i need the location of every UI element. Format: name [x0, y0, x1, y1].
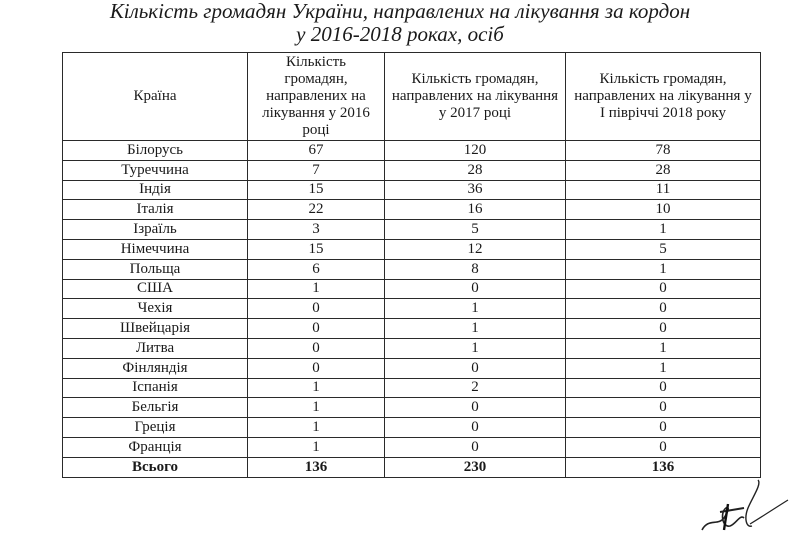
count-cell-y2016: 3 [248, 220, 385, 240]
count-cell-y2018h1: 0 [566, 378, 761, 398]
count-cell-y2017: 120 [385, 141, 566, 161]
count-cell-y2016: 6 [248, 259, 385, 279]
country-cell: Білорусь [63, 141, 248, 161]
header-country: Країна [63, 53, 248, 141]
count-cell-y2018h1: 78 [566, 141, 761, 161]
table-row [63, 319, 761, 339]
count-cell-y2017: 1 [385, 319, 566, 339]
count-cell-y2018h1: 5 [566, 239, 761, 259]
table-row [63, 299, 761, 319]
count-cell-y2017: 16 [385, 200, 566, 220]
signature-icon [700, 478, 795, 536]
total-label: Всього [63, 457, 248, 477]
count-cell-y2017: 0 [385, 358, 566, 378]
country-cell: США [63, 279, 248, 299]
country-cell: Польща [63, 259, 248, 279]
count-cell-y2016: 15 [248, 180, 385, 200]
country-cell: Італія [63, 200, 248, 220]
count-cell-y2017: 5 [385, 220, 566, 240]
count-cell-y2016: 0 [248, 319, 385, 339]
count-cell-y2016: 1 [248, 279, 385, 299]
table-row [63, 437, 761, 457]
table-row [63, 418, 761, 438]
count-cell-y2018h1: 0 [566, 437, 761, 457]
count-cell-y2018h1: 1 [566, 259, 761, 279]
count-cell-y2018h1: 0 [566, 319, 761, 339]
table-row [63, 239, 761, 259]
count-cell-y2016: 0 [248, 358, 385, 378]
total-y2016: 136 [248, 457, 385, 477]
country-cell: Швейцарія [63, 319, 248, 339]
count-cell-y2018h1: 0 [566, 279, 761, 299]
table-row [63, 259, 761, 279]
country-cell: Греція [63, 418, 248, 438]
table-total-row [63, 457, 761, 477]
count-cell-y2016: 1 [248, 418, 385, 438]
count-cell-y2018h1: 1 [566, 338, 761, 358]
count-cell-y2016: 1 [248, 398, 385, 418]
table-row [63, 378, 761, 398]
count-cell-y2017: 0 [385, 418, 566, 438]
count-cell-y2016: 22 [248, 200, 385, 220]
document-title [0, 0, 800, 46]
count-cell-y2017: 1 [385, 299, 566, 319]
count-cell-y2017: 36 [385, 180, 566, 200]
count-cell-y2016: 67 [248, 141, 385, 161]
total-y2018h1: 136 [566, 457, 761, 477]
country-cell: Туреччина [63, 160, 248, 180]
count-cell-y2016: 0 [248, 338, 385, 358]
count-cell-y2017: 8 [385, 259, 566, 279]
table-row [63, 160, 761, 180]
total-y2017: 230 [385, 457, 566, 477]
count-cell-y2018h1: 1 [566, 358, 761, 378]
count-cell-y2018h1: 28 [566, 160, 761, 180]
table-row [63, 180, 761, 200]
count-cell-y2017: 0 [385, 279, 566, 299]
table-row [63, 279, 761, 299]
count-cell-y2016: 15 [248, 239, 385, 259]
count-cell-y2018h1: 0 [566, 418, 761, 438]
country-cell: Іспанія [63, 378, 248, 398]
count-cell-y2017: 2 [385, 378, 566, 398]
country-cell: Франція [63, 437, 248, 457]
table-row [63, 141, 761, 161]
count-cell-y2017: 0 [385, 398, 566, 418]
count-cell-y2018h1: 0 [566, 398, 761, 418]
country-cell: Литва [63, 338, 248, 358]
count-cell-y2016: 1 [248, 378, 385, 398]
country-cell: Бельгія [63, 398, 248, 418]
header-2016: Кількість громадян, направлених на лікування у 2016 році [248, 53, 385, 141]
table-row [63, 220, 761, 240]
table-row [63, 398, 761, 418]
count-cell-y2017: 1 [385, 338, 566, 358]
count-cell-y2016: 1 [248, 437, 385, 457]
country-cell: Індія [63, 180, 248, 200]
count-cell-y2018h1: 1 [566, 220, 761, 240]
count-cell-y2017: 12 [385, 239, 566, 259]
title-line-1: Кількість громадян України, направлених на лікування за кордон [109, 0, 691, 23]
count-cell-y2018h1: 11 [566, 180, 761, 200]
country-cell: Ізраїль [63, 220, 248, 240]
title-line-2: у 2016-2018 роках, осіб [296, 22, 504, 46]
table-header-row [63, 53, 761, 141]
table-row [63, 200, 761, 220]
count-cell-y2017: 0 [385, 437, 566, 457]
count-cell-y2016: 7 [248, 160, 385, 180]
country-cell: Німеччина [63, 239, 248, 259]
country-cell: Фінляндія [63, 358, 248, 378]
count-cell-y2016: 0 [248, 299, 385, 319]
table-row [63, 358, 761, 378]
count-cell-y2018h1: 0 [566, 299, 761, 319]
header-2017: Кількість громадян, направлених на лікування у 2017 році [385, 53, 566, 141]
count-cell-y2018h1: 10 [566, 200, 761, 220]
patients-abroad-table [62, 52, 761, 478]
count-cell-y2017: 28 [385, 160, 566, 180]
header-2018-h1: Кількість громадян, направлених на лікування у І півріччі 2018 року [566, 53, 761, 141]
table-row [63, 338, 761, 358]
country-cell: Чехія [63, 299, 248, 319]
